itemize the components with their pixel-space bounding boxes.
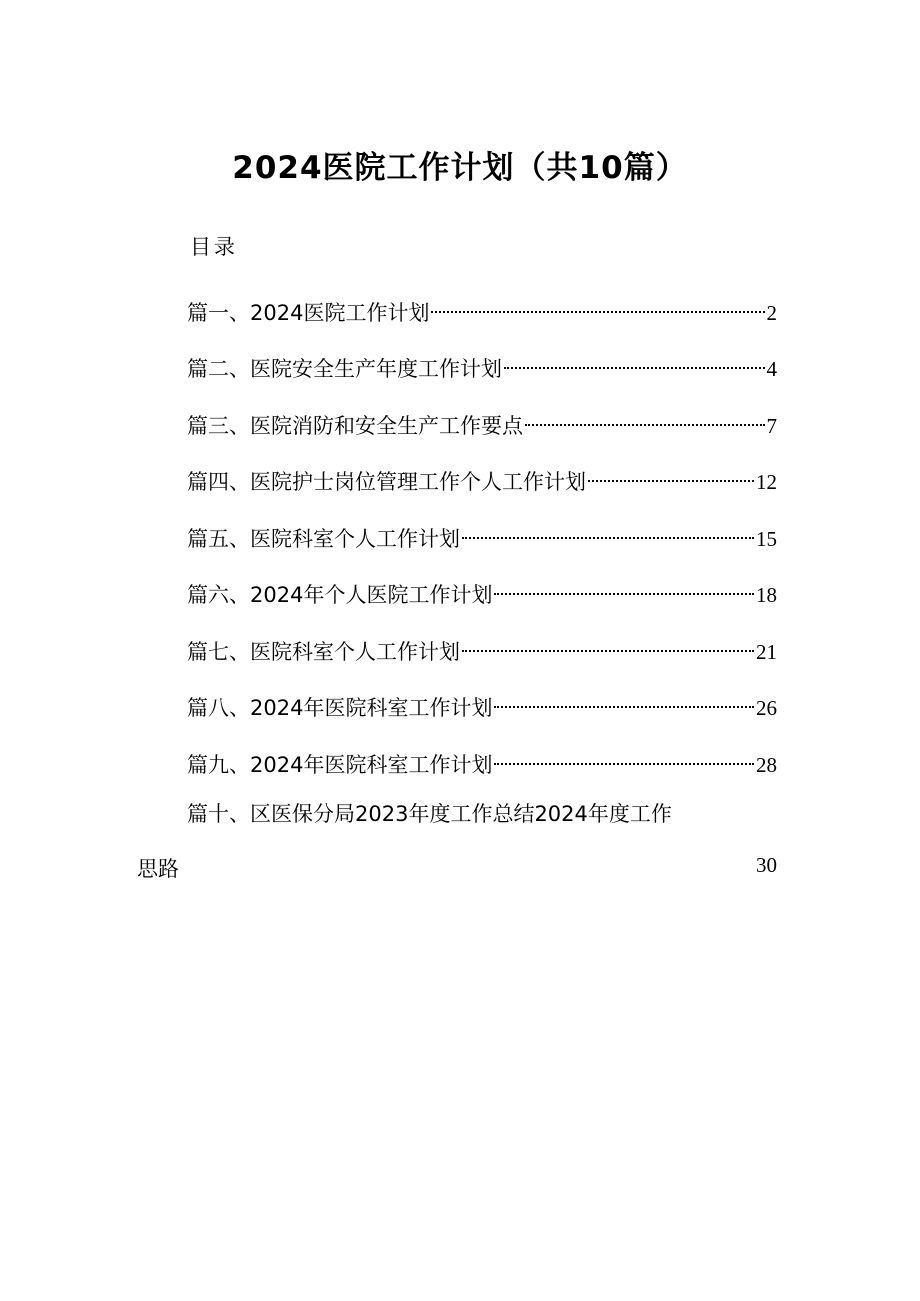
toc-entry-10-title[interactable]: 篇十、区医保分局2023年度工作总结2024年度工作 — [187, 802, 672, 826]
toc-entry-title: 篇九、2024年医院科室工作计划 — [187, 753, 493, 777]
toc-dot-leader — [460, 512, 756, 546]
toc-entry-page: 21 — [756, 640, 777, 664]
toc-entry-8[interactable] — [187, 681, 777, 720]
toc-entry-1[interactable] — [187, 286, 777, 325]
toc-dot-leader — [429, 286, 766, 320]
toc-entry-3[interactable] — [187, 399, 777, 438]
toc-entry-page: 7 — [766, 414, 777, 438]
toc-entry-title: 篇八、2024年医院科室工作计划 — [187, 696, 493, 720]
toc-entry-page: 12 — [756, 470, 777, 494]
toc-entry-page: 15 — [756, 527, 777, 551]
toc-entry-title: 篇二、医院安全生产年度工作计划 — [187, 357, 502, 381]
toc-entry-9[interactable] — [187, 738, 777, 777]
toc-entry-4[interactable] — [187, 455, 777, 494]
toc-entry-title: 篇六、2024年个人医院工作计划 — [187, 583, 493, 607]
toc-dot-leader — [492, 681, 756, 715]
toc-dot-leader — [586, 455, 756, 489]
toc-entry-title: 篇一、2024医院工作计划 — [187, 301, 430, 325]
toc-entry-page: 4 — [766, 357, 777, 381]
toc-entry-title: 篇七、医院科室个人工作计划 — [187, 640, 460, 664]
toc-entry-title: 篇五、医院科室个人工作计划 — [187, 527, 460, 551]
toc-entry-title: 篇三、医院消防和安全生产工作要点 — [187, 414, 523, 438]
toc-entry-page: 28 — [756, 753, 777, 777]
toc-entry-7[interactable] — [187, 625, 777, 664]
toc-entry-page: 18 — [756, 583, 777, 607]
toc-entry-10-page[interactable]: 30 — [756, 853, 777, 877]
toc-entry-page: 2 — [766, 301, 777, 325]
toc-heading: 目录 — [190, 235, 238, 259]
toc-dot-leader — [502, 342, 767, 376]
toc-dot-leader — [523, 399, 767, 433]
toc-entry-10-continuation[interactable]: 思路 — [137, 857, 179, 881]
toc-entry-6[interactable] — [187, 568, 777, 607]
toc-dot-leader — [492, 568, 756, 602]
toc-entry-5[interactable] — [187, 512, 777, 551]
toc-entry-title: 篇四、医院护士岗位管理工作个人工作计划 — [187, 470, 586, 494]
document-title: 2024医院工作计划（共10篇） — [232, 150, 688, 186]
toc-dot-leader — [492, 738, 756, 772]
toc-dot-leader — [460, 625, 756, 659]
toc-entry-page: 26 — [756, 696, 777, 720]
toc-entry-2[interactable] — [187, 342, 777, 381]
